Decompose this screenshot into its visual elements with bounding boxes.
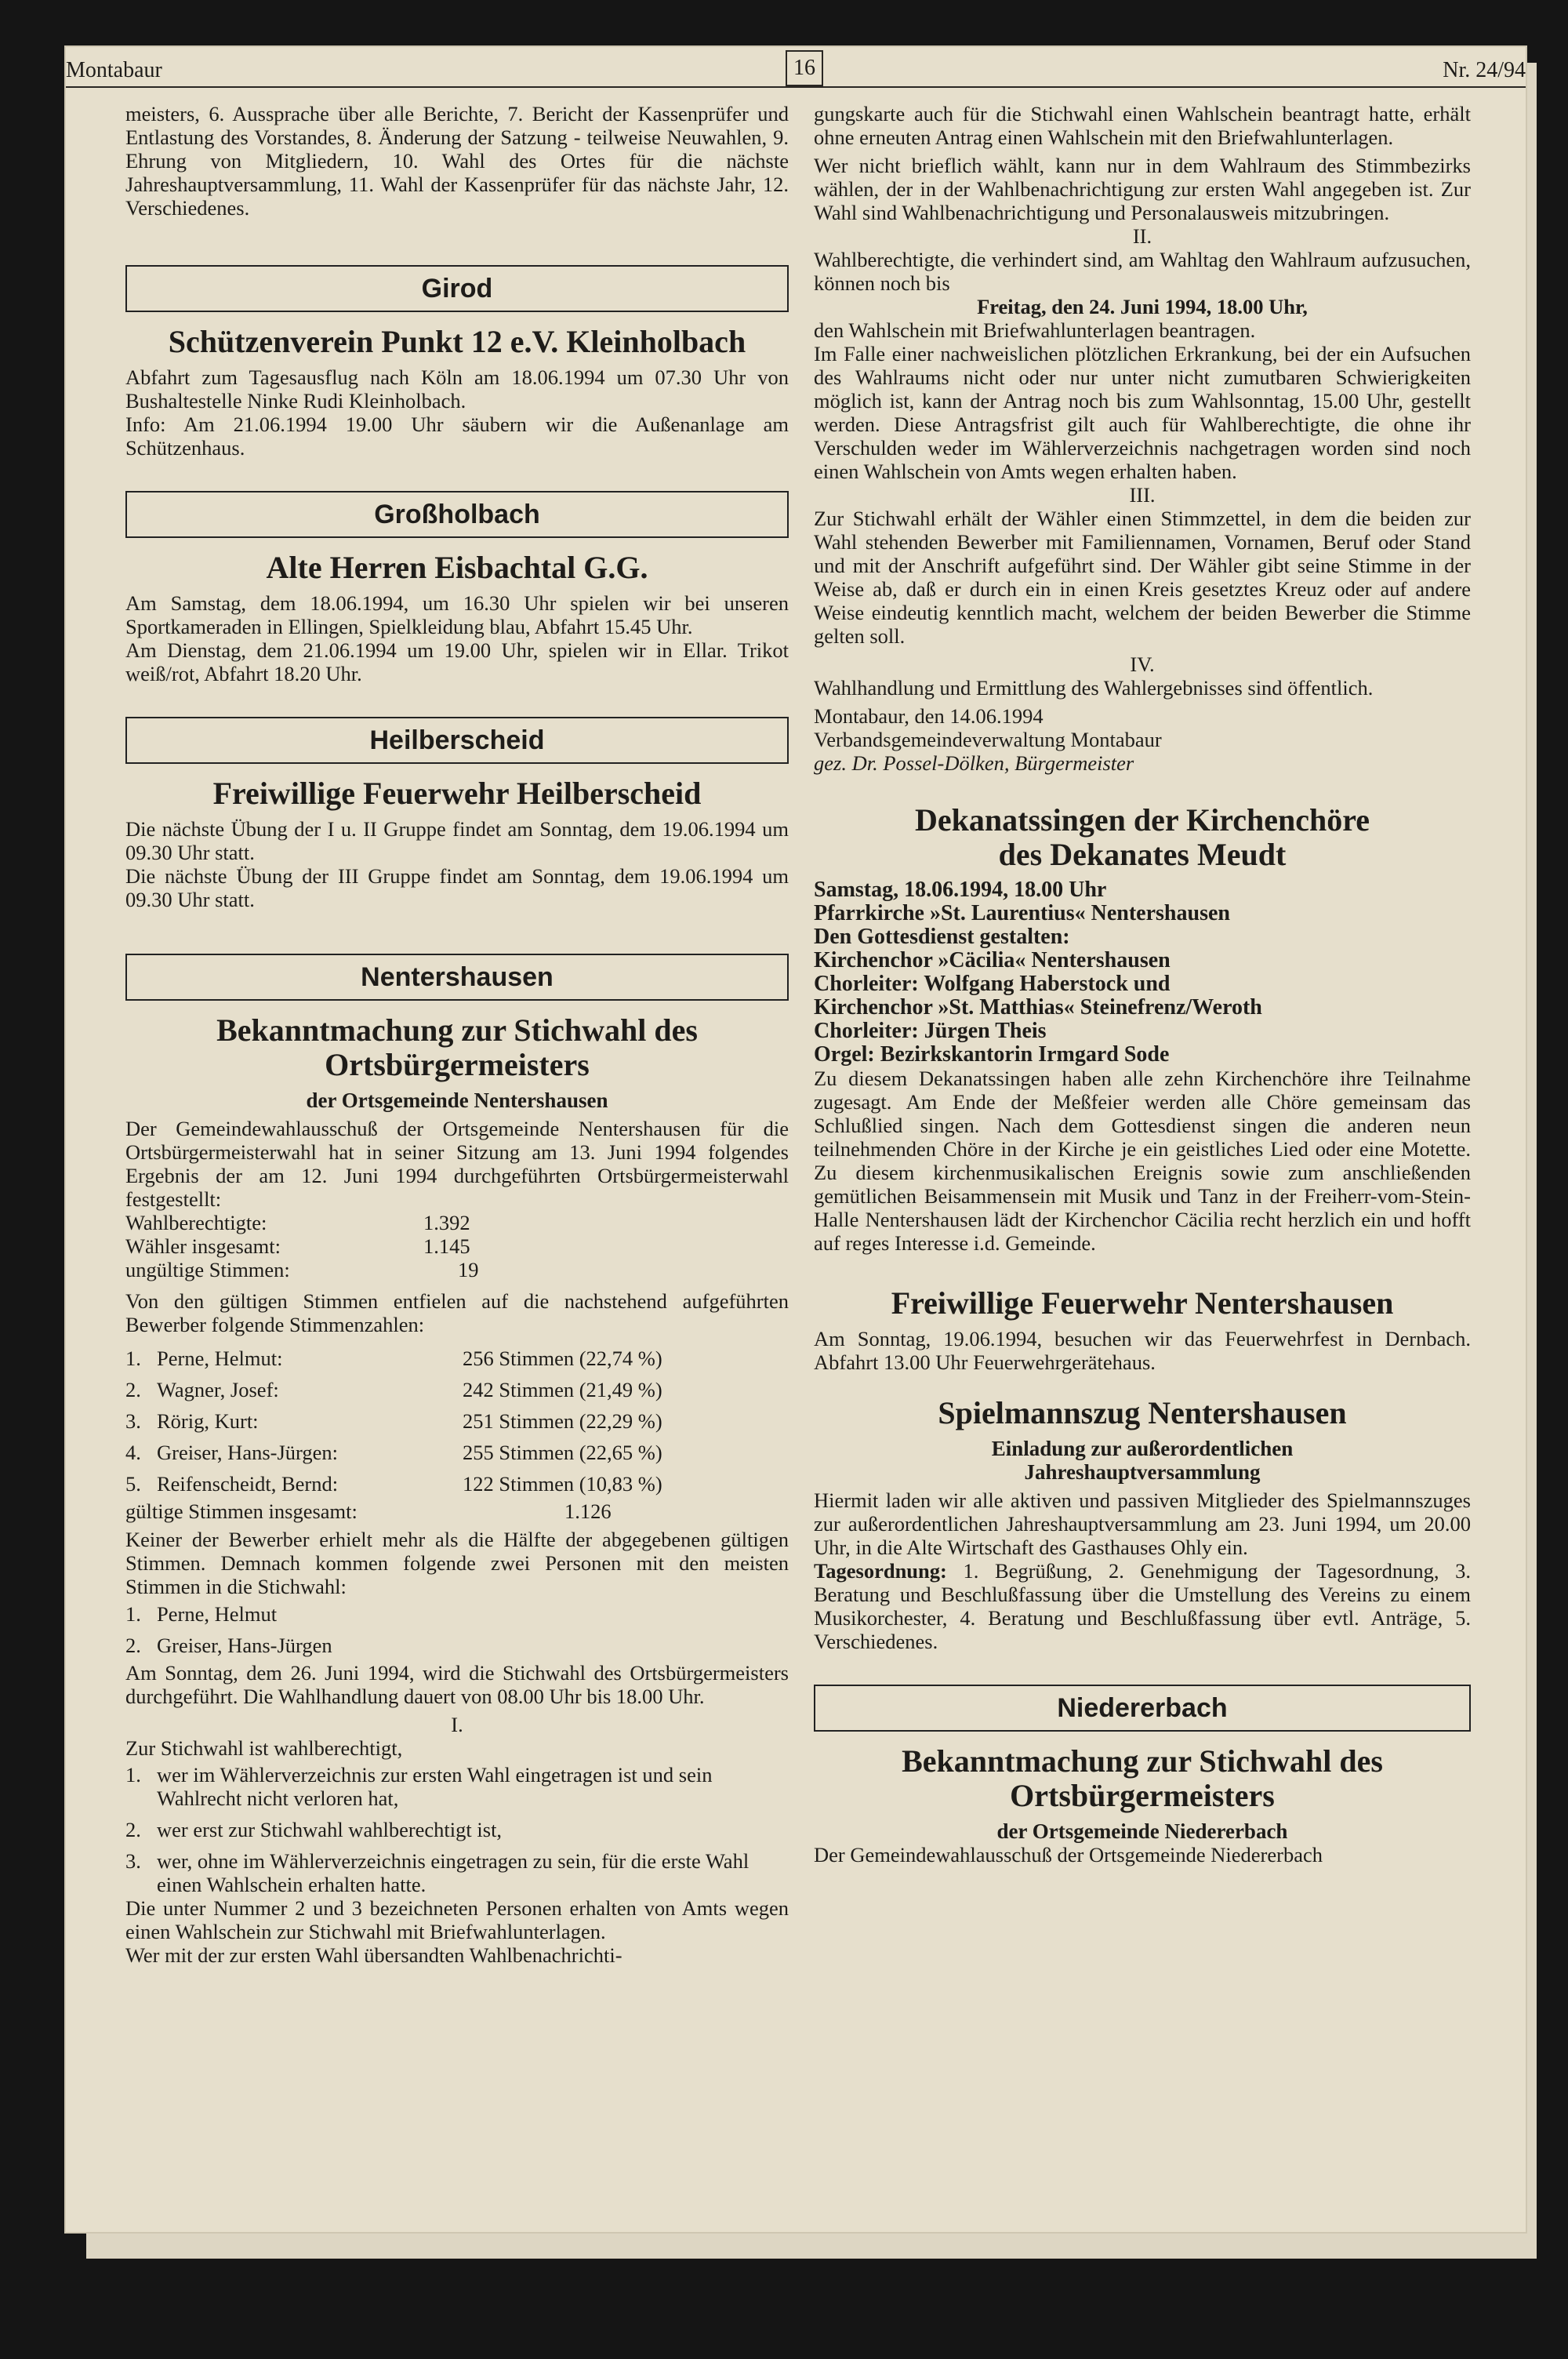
intro-paragraph: meisters, 6. Aussprache über alle Berichte, 7. Bericht der Kassenprüfer und Entlastung des Vorstandes, 8. Änderung der Satzung - teilweise Neuwahlen, 9. Ehrung von Mitgliedern, 10. Wahl des Ortes für die nächste Jahreshauptversammlung, 11. Wahl der Kassenprüfer für das nächste Jahr, 12. Verschiedenes. bbox=[125, 102, 789, 220]
section-box-heilberscheid: Heilberscheid bbox=[125, 717, 789, 764]
stat-value: 19 bbox=[458, 1258, 479, 1281]
right-p3: Wahlberechtigte, die verhindert sind, am Wahltag den Wahlraum aufzusuchen, können noch bis bbox=[814, 248, 1471, 295]
heilberscheid-p1: Die nächste Übung der I u. II Gruppe findet am Sonntag, dem 19.06.1994 um 09.30 Uhr statt. bbox=[125, 817, 789, 864]
eligible-item bbox=[125, 1849, 789, 1896]
eligible-number: 3. bbox=[125, 1849, 141, 1873]
eligible-text: wer im Wählerverzeichnis zur ersten Wahl eingetragen ist und sein Wahlrecht nicht verloren hat, bbox=[157, 1763, 713, 1810]
runoff-row bbox=[125, 1630, 789, 1661]
stat-value: 1.145 bbox=[423, 1234, 470, 1258]
grossholbach-p2: Am Dienstag, dem 21.06.1994 um 19.00 Uhr, spielen wir in Ellar. Trikot weiß/rot, Abfahrt 18.20 Uhr. bbox=[125, 638, 789, 685]
grossholbach-p1: Am Samstag, dem 18.06.1994, um 16.30 Uhr spielen wir bei unseren Sportkameraden in Ellingen, Spielkleidung blau, Abfahrt 15.45 Uhr. bbox=[125, 591, 789, 638]
authority: Verbandsgemeindeverwaltung Montabaur bbox=[814, 728, 1162, 751]
stats-list bbox=[125, 1211, 789, 1281]
stat-label: ungültige Stimmen: bbox=[125, 1258, 290, 1281]
dekanat-paragraph: Zu diesem Dekanatssingen haben alle zehn Kirchenchöre ihre Teilnahme zugesagt. Am Ende der Meßfeier werden alle Chöre gemeinsam das Schlußlied singen. Nach dem Gottesdienst singen die anderen neun teilnehmenden Chöre in der Kirche je ein geistliches Lied oder eine Motette. Zu diesem kirchenmusikalischen Ereignis sowie zum anschließenden gemütlichen Beisammensein mit Musik und Tanz in der Freiherr-vom-Stein-Halle Nentershausen lädt der Kirchenchor Cäcilia recht herzlich ein und hofft auf reges Interesse i.d. Gemeinde. bbox=[814, 1067, 1471, 1255]
spielmann-title: Spielmannszug Nentershausen bbox=[938, 1395, 1347, 1430]
stat-value: 1.392 bbox=[423, 1211, 470, 1234]
candidate-votes: 251 Stimmen (22,29 %) bbox=[463, 1409, 662, 1433]
stat-row bbox=[125, 1234, 789, 1258]
valid-votes-value: 1.126 bbox=[564, 1499, 612, 1523]
agenda-text: 1. Begrüßung, 2. Genehmigung der Tagesordnung, 3. Beratung und Beschlußfassung über die Umstellung des Vereins zu einem Musikorchester, 4. Beratung und Beschlußfassung über evtl. Anträge, 5. Verschiedenes. bbox=[814, 1559, 1471, 1653]
eligible-list bbox=[125, 1763, 789, 1896]
left-column bbox=[125, 102, 789, 1967]
candidate-row bbox=[125, 1343, 789, 1374]
girod-p2: Info: Am 21.06.1994 19.00 Uhr säubern wir die Außenanlage am Schützenhaus. bbox=[125, 413, 789, 460]
program-line: Chorleiter: Jürgen Theis bbox=[814, 1019, 1047, 1043]
girod-p1: Abfahrt zum Tagesausflug nach Köln am 18.06.1994 um 07.30 Uhr von Bushaltestelle Ninke Rudi Kleinholbach. bbox=[125, 365, 789, 413]
ffn-paragraph: Am Sonntag, 19.06.1994, besuchen wir das Feuerwehrfest in Dernbach. Abfahrt 13.00 Uhr Feuerwehrgerätehaus. bbox=[814, 1327, 1471, 1374]
section-number-3: III. bbox=[1129, 483, 1156, 507]
eligible-number: 2. bbox=[125, 1818, 141, 1841]
runoff-name: Greiser, Hans-Jürgen bbox=[157, 1634, 332, 1657]
dekanat-program bbox=[814, 878, 1471, 1067]
dekanat-title-2: des Dekanates Meudt bbox=[998, 837, 1287, 872]
candidate-row bbox=[125, 1468, 789, 1499]
nentershausen-p1: Der Gemeindewahlausschuß der Ortsgemeinde Nentershausen für die Ortsbürgermeisterwahl hat in seiner Sitzung am 13. Juni 1994 folgendes Ergebnis der am 12. Juni 1994 durchgeführten Ortsbürgermeisterwahl festgestellt: bbox=[125, 1117, 789, 1211]
candidate-name: Rörig, Kurt: bbox=[157, 1409, 259, 1433]
nentershausen-p7: Wer mit der zur ersten Wahl übersandten Wahlbenachrichti- bbox=[125, 1943, 622, 1967]
ffn-title: Freiwillige Feuerwehr Nentershausen bbox=[891, 1285, 1394, 1321]
candidate-number: 5. bbox=[125, 1472, 141, 1496]
spielmann-agenda bbox=[814, 1559, 1471, 1653]
candidate-number: 1. bbox=[125, 1347, 141, 1370]
issue-number: Nr. 24/94 bbox=[1443, 58, 1526, 82]
right-p2: Wer nicht brieflich wählt, kann nur in dem Wahlraum des Stimmbezirks wählen, der in der Wahlbenachrichtigung zur ersten Wahl angegeben ist. Zur Wahl sind Wahlbenachrichtigung und Personalausweis mitzubringen. bbox=[814, 154, 1471, 224]
section-box-niedererbach: Niedererbach bbox=[814, 1685, 1471, 1732]
place-date: Montabaur, den 14.06.1994 bbox=[814, 704, 1044, 728]
runoff-number: 1. bbox=[125, 1602, 141, 1626]
heilberscheid-title: Freiwillige Feuerwehr Heilberscheid bbox=[212, 776, 702, 811]
candidate-list bbox=[125, 1343, 789, 1499]
section-number-4: IV. bbox=[1130, 652, 1155, 676]
runoff-row bbox=[125, 1598, 789, 1630]
nentershausen-p4: Am Sonntag, dem 26. Juni 1994, wird die Stichwahl des Ortsbürgermeisters durchgeführt. Die Wahlhandlung dauert von 08.00 Uhr bis 18.00 Uhr. bbox=[125, 1661, 789, 1708]
program-line: Kirchenchor »Cäcilia« Nentershausen bbox=[814, 948, 1171, 972]
nentershausen-p6: Die unter Nummer 2 und 3 bezeichneten Personen erhalten von Amts wegen einen Wahlschein zur Stichwahl mit Briefwahlunterlagen. bbox=[125, 1896, 789, 1943]
nentershausen-subtitle: der Ortsgemeinde Nentershausen bbox=[306, 1089, 608, 1112]
nentershausen-p2: Von den gültigen Stimmen entfielen auf die nachstehend aufgeführten Bewerber folgende Stimmenzahlen: bbox=[125, 1289, 789, 1336]
candidate-votes: 255 Stimmen (22,65 %) bbox=[463, 1441, 662, 1464]
program-line: Pfarrkirche »St. Laurentius« Nentershausen bbox=[814, 901, 1230, 925]
stat-label: Wahlberechtigte: bbox=[125, 1211, 267, 1234]
agenda-label: Tagesordnung: bbox=[814, 1559, 947, 1583]
candidate-row bbox=[125, 1437, 789, 1468]
nentershausen-title: Bekanntmachung zur Stichwahl des Ortsbürgermeisters bbox=[216, 1012, 698, 1082]
runoff-number: 2. bbox=[125, 1634, 141, 1657]
candidate-number: 3. bbox=[125, 1409, 141, 1433]
candidate-votes: 122 Stimmen (10,83 %) bbox=[463, 1472, 662, 1496]
section-box-nentershausen: Nentershausen bbox=[125, 954, 789, 1001]
runoff-list bbox=[125, 1598, 789, 1661]
runoff-name: Perne, Helmut bbox=[157, 1602, 278, 1626]
spielmann-sub1: Einladung zur außerordentlichen bbox=[991, 1437, 1294, 1460]
candidate-name: Greiser, Hans-Jürgen: bbox=[157, 1441, 338, 1464]
section-number-1: I. bbox=[451, 1713, 463, 1736]
candidate-name: Perne, Helmut: bbox=[157, 1347, 283, 1370]
eligible-text: wer erst zur Stichwahl wahlberechtigt ist, bbox=[157, 1818, 503, 1841]
program-line: Samstag, 18.06.1994, 18.00 Uhr bbox=[814, 878, 1107, 902]
page-number: 16 bbox=[786, 50, 823, 86]
candidate-number: 2. bbox=[125, 1378, 141, 1401]
right-p7: Wahlhandlung und Ermittlung des Wahlergebnisses sind öffentlich. bbox=[814, 676, 1374, 700]
candidate-name: Wagner, Josef: bbox=[157, 1378, 279, 1401]
nentershausen-p3: Keiner der Bewerber erhielt mehr als die Hälfte der abgegebenen gültigen Stimmen. Demnach kommen folgende zwei Personen mit den meisten Stimmen in die Stichwahl: bbox=[125, 1528, 789, 1598]
stat-label: Wähler insgesamt: bbox=[125, 1234, 281, 1258]
eligible-item bbox=[125, 1763, 789, 1810]
grossholbach-title: Alte Herren Eisbachtal G.G. bbox=[266, 550, 648, 585]
deadline-line: Freitag, den 24. Juni 1994, 18.00 Uhr, bbox=[977, 295, 1308, 318]
valid-votes-label: gültige Stimmen insgesamt: bbox=[125, 1499, 358, 1523]
spielmann-p1: Hiermit laden wir alle aktiven und passiven Mitglieder des Spielmannszuges zur außerordentlichen Jahreshauptversammlung am 23. Juni 1994, um 20.00 Uhr, in die Alte Wirtschaft des Gasthauses Ohly ein. bbox=[814, 1488, 1471, 1559]
stat-row bbox=[125, 1258, 789, 1281]
section-number-2: II. bbox=[1132, 224, 1152, 248]
program-line: Chorleiter: Wolfgang Haberstock und bbox=[814, 972, 1171, 996]
program-line: Kirchenchor »St. Matthias« Steinefrenz/Weroth bbox=[814, 995, 1262, 1020]
eligible-item bbox=[125, 1818, 789, 1841]
right-p4: den Wahlschein mit Briefwahlunterlagen beantragen. bbox=[814, 318, 1256, 342]
valid-votes-row bbox=[125, 1499, 789, 1523]
candidate-votes: 242 Stimmen (21,49 %) bbox=[463, 1378, 662, 1401]
niedererbach-title: Bekanntmachung zur Stichwahl des Ortsbürgermeisters bbox=[902, 1743, 1383, 1813]
header-town: Montabaur bbox=[66, 58, 162, 82]
candidate-votes: 256 Stimmen (22,74 %) bbox=[463, 1347, 662, 1370]
section-box-girod: Girod bbox=[125, 265, 789, 312]
right-p6: Zur Stichwahl erhält der Wähler einen Stimmzettel, in dem die beiden zur Wahl stehenden Bewerber mit Familiennamen, Vornamen, Beruf oder Stand und mit der Anschrift aufgeführt sind. Der Wähler gibt seine Stimme in der Weise ab, daß er durch ein in einen Kreis gesetztes Kreuz oder auf andere Weise eindeutig kenntlich macht, welchem der beiden Bewerber die Stimme gelten soll. bbox=[814, 507, 1471, 648]
niedererbach-paragraph: Der Gemeindewahlausschuß der Ortsgemeinde Niedererbach bbox=[814, 1843, 1323, 1866]
heilberscheid-p2: Die nächste Übung der III Gruppe findet am Sonntag, dem 19.06.1994 um 09.30 Uhr statt. bbox=[125, 864, 789, 911]
right-p5: Im Falle einer nachweislichen plötzlichen Erkrankung, bei der ein Aufsuchen des Wahlraums nicht oder nur unter nicht zumutbaren Schwierigkeiten möglich ist, kann der Antrag noch bis zum Wahlsonntag, 15.00 Uhr, gestellt werden. Diese Antragsfrist gilt auch für Wahlberechtigte, die ohne ihr Verschulden weder im Wählerverzeichnis nachgetragen worden sind noch einen Wahlschein von Amts wegen erhalten haben. bbox=[814, 342, 1471, 483]
candidate-number: 4. bbox=[125, 1441, 141, 1464]
eligible-text: wer, ohne im Wählerverzeichnis eingetragen zu sein, für die erste Wahl einen Wahlschein erhalten hatte. bbox=[157, 1849, 750, 1896]
page-header bbox=[66, 50, 1526, 88]
program-line: Orgel: Bezirkskantorin Irmgard Sode bbox=[814, 1042, 1170, 1067]
stat-row bbox=[125, 1211, 789, 1234]
dekanat-title-1: Dekanatssingen der Kirchenchöre bbox=[914, 802, 1370, 838]
eligible-number: 1. bbox=[125, 1763, 141, 1787]
right-p1: gungskarte auch für die Stichwahl einen Wahlschein beantragt hatte, erhält ohne erneuten Antrag einen Wahlschein mit den Briefwahlunterlagen. bbox=[814, 102, 1471, 149]
section-box-grossholbach: Großholbach bbox=[125, 491, 789, 538]
candidate-name: Reifenscheidt, Bernd: bbox=[157, 1472, 339, 1496]
nentershausen-p5: Zur Stichwahl ist wahlberechtigt, bbox=[125, 1736, 403, 1760]
right-column bbox=[814, 102, 1471, 1866]
candidate-row bbox=[125, 1374, 789, 1405]
spielmann-sub2: Jahreshauptversammlung bbox=[1024, 1460, 1261, 1484]
niedererbach-subtitle: der Ortsgemeinde Niedererbach bbox=[996, 1819, 1288, 1843]
candidate-row bbox=[125, 1405, 789, 1437]
program-line: Den Gottesdienst gestalten: bbox=[814, 925, 1070, 949]
signature-line: gez. Dr. Possel-Dölken, Bürgermeister bbox=[814, 751, 1134, 775]
girod-title: Schützenverein Punkt 12 e.V. Kleinholbach bbox=[168, 324, 746, 359]
